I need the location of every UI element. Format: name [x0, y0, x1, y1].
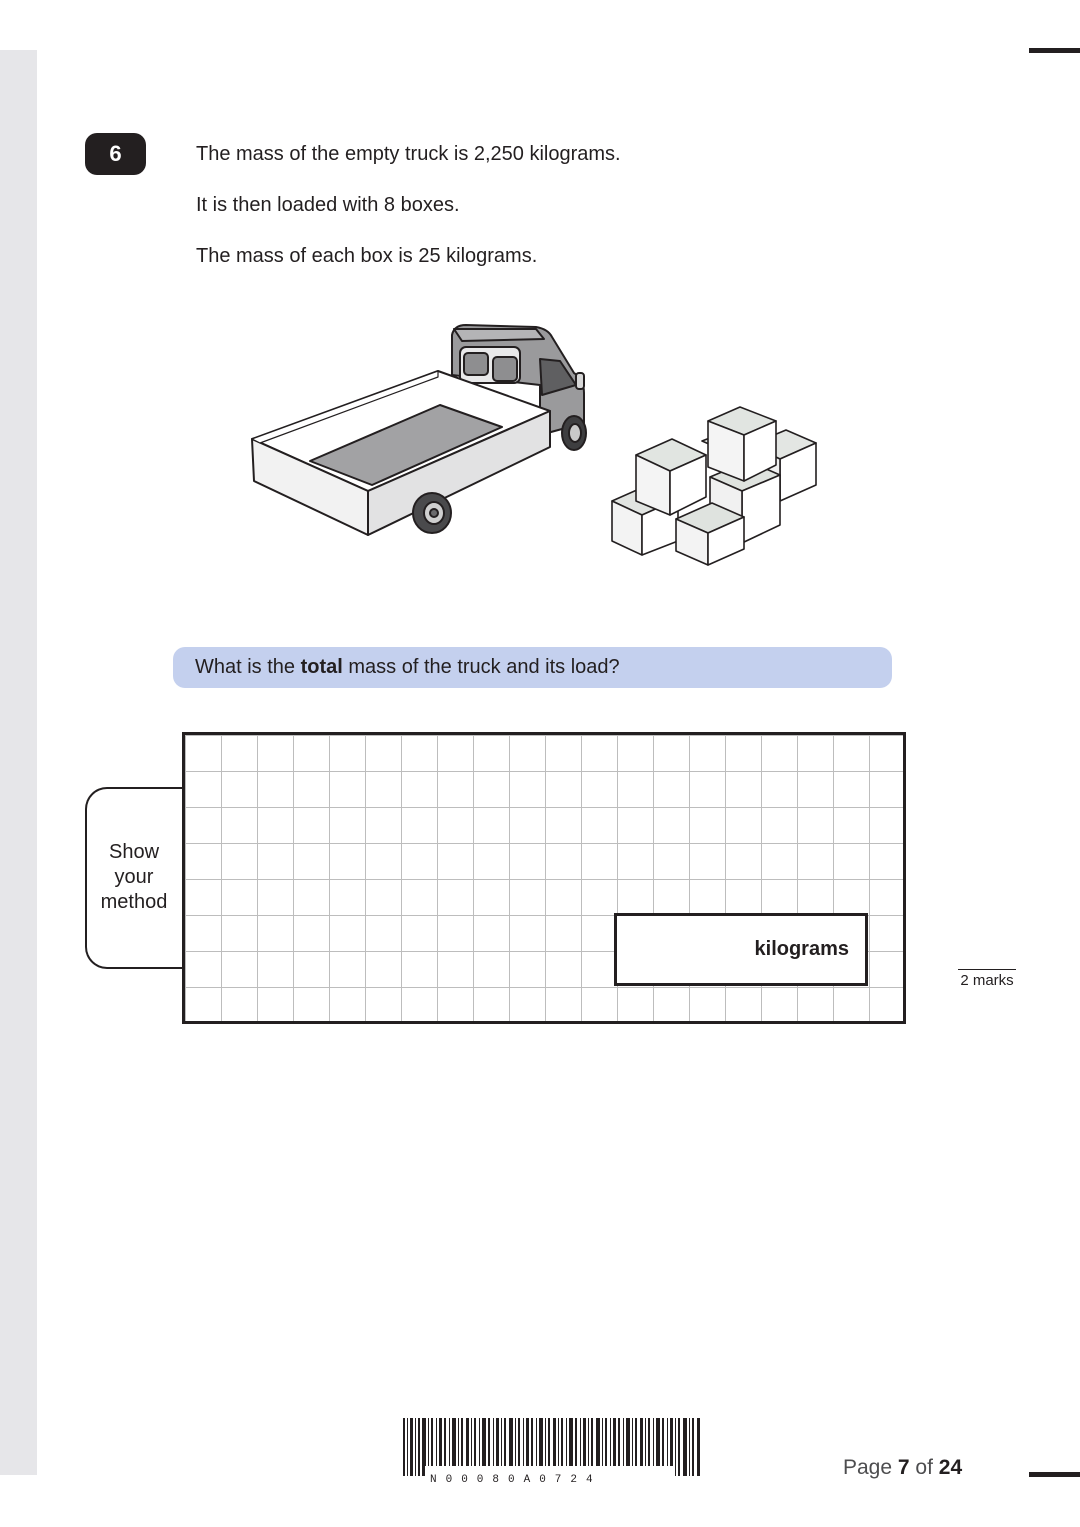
barcode-number: N00080A0724 [430, 1474, 602, 1486]
answer-box[interactable] [614, 913, 868, 986]
page-number [843, 1456, 962, 1480]
question-number: 6 [85, 133, 146, 175]
show-method-line-3: method [100, 891, 168, 913]
page-prefix: Page [843, 1456, 898, 1479]
question-prompt [173, 647, 892, 688]
page-of: of [909, 1456, 939, 1479]
page-total: 24 [938, 1456, 963, 1479]
question-line-1: The mass of the empty truck is 2,250 kilograms. [196, 143, 621, 165]
prompt-text-end: mass of the truck and its load? [342, 656, 620, 678]
question-line-2: It is then loaded with 8 boxes. [196, 194, 460, 216]
question-line-3: The mass of each box is 25 kilograms. [196, 245, 538, 267]
barcode-icon [403, 1418, 701, 1476]
show-method-line-1: Show [108, 841, 160, 863]
page-current: 7 [897, 1456, 910, 1479]
prompt-text-start: What is the [195, 656, 301, 678]
prompt-emphasis: total [300, 656, 343, 678]
left-margin-strip [0, 50, 37, 1475]
corner-mark-top [1029, 48, 1080, 53]
pickup-truck-icon [252, 325, 586, 535]
truck-and-boxes-illustration [240, 315, 840, 580]
stacked-boxes-icon [612, 407, 816, 565]
marks-label: 2 marks [958, 969, 1016, 989]
show-method-line-2: your [114, 866, 154, 888]
corner-mark-bottom [1029, 1472, 1080, 1477]
show-method-label [86, 840, 182, 915]
answer-unit: kilograms [754, 938, 849, 960]
